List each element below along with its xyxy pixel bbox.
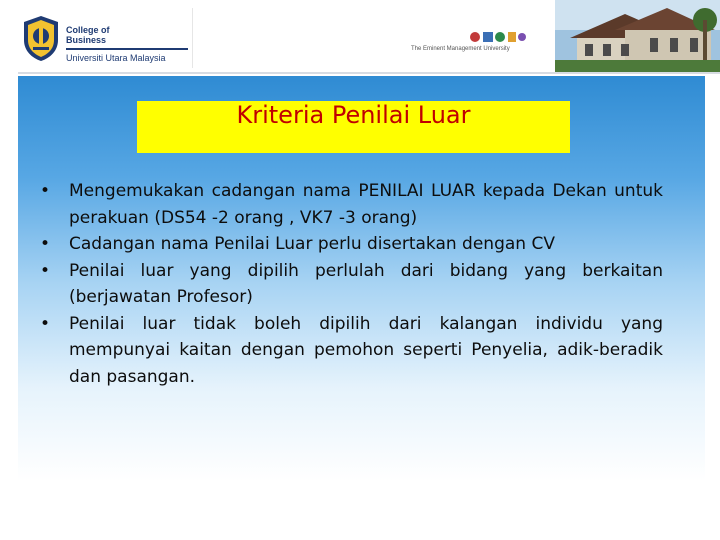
bullet-marker: •: [40, 260, 51, 281]
logo-college-of: College of: [66, 25, 110, 35]
bullet-marker: •: [40, 313, 51, 334]
tagline-area: [405, 22, 555, 62]
logo-business: Business: [66, 35, 107, 45]
college-logo: [18, 8, 193, 68]
bullet-item: [38, 258, 663, 311]
bullet-text: Cadangan nama Penilai Luar perlu disertakan dengan CV: [69, 234, 555, 254]
bullet-text: Mengemukakan cadangan nama PENILAI LUAR kepada Dekan untuk perakuan (DS54 -2 orang , VK7 -3 orang): [69, 181, 663, 228]
slide-title: Kriteria Penilai Luar: [236, 101, 471, 129]
panel-right-margin: [705, 76, 720, 540]
bullet-item: [38, 311, 663, 391]
uum-crest-icon: [22, 14, 60, 62]
header-divider: [18, 72, 720, 74]
bullet-item: [38, 178, 663, 231]
tagline-text: The Eminent Management University: [411, 46, 510, 52]
logo-university: Universiti Utara Malaysia: [66, 53, 166, 63]
campus-building-photo: [555, 0, 720, 74]
bullet-text: Penilai luar yang dipilih perlulah dari bidang yang berkaitan (berjawatan Profesor): [69, 260, 663, 307]
bullet-marker: •: [40, 181, 51, 201]
bullet-list: [38, 178, 663, 390]
accreditation-badges-icon: [469, 30, 527, 44]
logo-rule: [66, 48, 188, 50]
bullet-marker: •: [40, 234, 51, 254]
header-banner: [0, 0, 720, 78]
slide-title-box: [137, 101, 570, 153]
bullet-item: [38, 231, 663, 258]
bullet-text: Penilai luar tidak boleh dipilih dari kalangan individu yang mempunyai kaitan dengan pemohon seperti Penyelia, adik-beradik dan pasangan.: [69, 313, 663, 387]
